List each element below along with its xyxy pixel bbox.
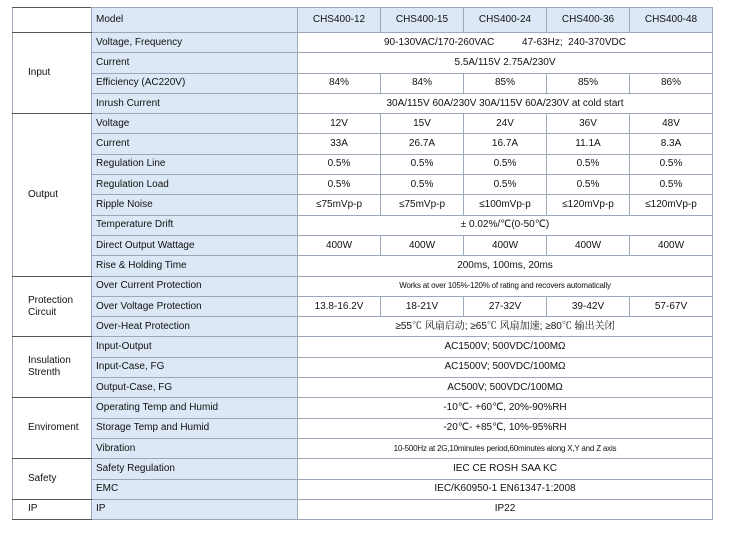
- param-value: ≤75mVp-p: [381, 195, 464, 215]
- table-row: [13, 296, 713, 316]
- category-ip: IP: [13, 499, 92, 519]
- param-value: 36V: [547, 114, 630, 134]
- param-value: IEC/K60950-1 EN61347-1:2008: [298, 479, 713, 499]
- param-value: AC1500V; 500VDC/100MΩ: [298, 337, 713, 357]
- param-value: 8.3A: [630, 134, 713, 154]
- param-value: 24V: [464, 114, 547, 134]
- param-label: Ripple Noise: [92, 195, 298, 215]
- param-label: Storage Temp and Humid: [92, 418, 298, 438]
- param-label: Current: [92, 134, 298, 154]
- param-value: 200ms, 100ms, 20ms: [298, 256, 713, 276]
- param-value: 18-21V: [381, 296, 464, 316]
- param-value: ≤100mVp-p: [464, 195, 547, 215]
- table-row: [13, 317, 713, 337]
- param-value: -20℃- +85℃, 10%-95%RH: [298, 418, 713, 438]
- param-value: ≤75mVp-p: [298, 195, 381, 215]
- table-row: [13, 398, 713, 418]
- model-header: CHS400-36: [547, 8, 630, 33]
- param-label: Over Voltage Protection: [92, 296, 298, 316]
- table-row: [13, 175, 713, 195]
- table-row: [13, 134, 713, 154]
- model-header: CHS400-24: [464, 8, 547, 33]
- param-label: Direct Output Wattage: [92, 235, 298, 255]
- model-header: CHS400-15: [381, 8, 464, 33]
- param-label: Regulation Load: [92, 175, 298, 195]
- param-value: 39-42V: [547, 296, 630, 316]
- param-value: 0.5%: [381, 154, 464, 174]
- param-value: 0.5%: [464, 175, 547, 195]
- param-value: 0.5%: [630, 154, 713, 174]
- param-label: Voltage: [92, 114, 298, 134]
- param-value: 57-67V: [630, 296, 713, 316]
- table-row: [13, 154, 713, 174]
- param-value: 27-32V: [464, 296, 547, 316]
- param-value: 0.5%: [298, 175, 381, 195]
- model-header: CHS400-12: [298, 8, 381, 33]
- param-value: AC500V; 500VDC/100MΩ: [298, 378, 713, 398]
- param-value: 15V: [381, 114, 464, 134]
- param-value: ≥55℃ 风扇启动; ≥65℃ 风扇加速; ≥80℃ 输出关闭: [298, 317, 713, 337]
- header-row: [13, 8, 713, 33]
- param-value: ± 0.02%/℃(0-50℃): [298, 215, 713, 235]
- param-label: Temperature Drift: [92, 215, 298, 235]
- param-label: Rise & Holding Time: [92, 256, 298, 276]
- table-row: [13, 438, 713, 458]
- table-row: [13, 499, 713, 519]
- param-value: IEC CE ROSH SAA KC: [298, 459, 713, 479]
- table-row: [13, 215, 713, 235]
- param-value: 10-500Hz at 2G,10minutes period,60minutes along X,Y and Z axis: [298, 438, 713, 458]
- param-value: ≤120mVp-p: [547, 195, 630, 215]
- param-value: 5.5A/115V 2.75A/230V: [298, 53, 713, 73]
- param-label: Vibration: [92, 438, 298, 458]
- category-protection: Protection Circuit: [13, 276, 92, 337]
- param-value: 11.1A: [547, 134, 630, 154]
- param-value: 86%: [630, 73, 713, 93]
- param-label: Input-Case, FG: [92, 357, 298, 377]
- param-value: 0.5%: [381, 175, 464, 195]
- param-value: AC1500V; 500VDC/100MΩ: [298, 357, 713, 377]
- param-value: 12V: [298, 114, 381, 134]
- param-label: Over-Heat Protection: [92, 317, 298, 337]
- param-label: IP: [92, 499, 298, 519]
- param-value: 0.5%: [630, 175, 713, 195]
- table-row: [13, 195, 713, 215]
- category-safety: Safety: [13, 459, 92, 500]
- table-row: [13, 53, 713, 73]
- param-value: 26.7A: [381, 134, 464, 154]
- param-value: ≤120mVp-p: [630, 195, 713, 215]
- param-label: Voltage, Frequency: [92, 33, 298, 53]
- param-label: Regulation Line: [92, 154, 298, 174]
- category-output: Output: [13, 114, 92, 276]
- header-blank-cell: [13, 8, 92, 33]
- param-label: Over Current Protection: [92, 276, 298, 296]
- param-label: EMC: [92, 479, 298, 499]
- param-value: 30A/115V 60A/230V 30A/115V 60A/230V at cold start: [298, 93, 713, 113]
- param-label: Current: [92, 53, 298, 73]
- param-label: Input-Output: [92, 337, 298, 357]
- param-value: Works at over 105%-120% of rating and recovers automatically: [298, 276, 713, 296]
- param-label: Safety Regulation: [92, 459, 298, 479]
- table-row: [13, 73, 713, 93]
- table-row: [13, 479, 713, 499]
- param-value: 400W: [381, 235, 464, 255]
- param-value: 85%: [464, 73, 547, 93]
- param-label: Efficiency (AC220V): [92, 73, 298, 93]
- table-row: [13, 33, 713, 53]
- param-value: -10℃- +60℃, 20%-90%RH: [298, 398, 713, 418]
- table-row: [13, 378, 713, 398]
- table-row: [13, 256, 713, 276]
- model-label: Model: [92, 8, 298, 33]
- model-header: CHS400-48: [630, 8, 713, 33]
- param-value: 84%: [298, 73, 381, 93]
- param-value: 90-130VAC/170-260VAC 47-63Hz; 240-370VDC: [298, 33, 713, 53]
- param-value: 400W: [298, 235, 381, 255]
- table-row: [13, 93, 713, 113]
- param-value: 0.5%: [464, 154, 547, 174]
- category-input: Input: [13, 33, 92, 114]
- param-label: Output-Case, FG: [92, 378, 298, 398]
- table-row: [13, 276, 713, 296]
- spec-table: [12, 7, 713, 520]
- param-value: 400W: [464, 235, 547, 255]
- param-value: 400W: [630, 235, 713, 255]
- param-value: 16.7A: [464, 134, 547, 154]
- table-row: [13, 418, 713, 438]
- table-row: [13, 235, 713, 255]
- table-row: [13, 357, 713, 377]
- table-row: [13, 114, 713, 134]
- param-label: Operating Temp and Humid: [92, 398, 298, 418]
- param-value: 33A: [298, 134, 381, 154]
- table-row: [13, 459, 713, 479]
- param-value: 85%: [547, 73, 630, 93]
- category-insulation: Insulation Strenth: [13, 337, 92, 398]
- param-value: 0.5%: [547, 154, 630, 174]
- table-row: [13, 337, 713, 357]
- param-label: Inrush Current: [92, 93, 298, 113]
- param-value: IP22: [298, 499, 713, 519]
- param-value: 48V: [630, 114, 713, 134]
- param-value: 0.5%: [547, 175, 630, 195]
- param-value: 0.5%: [298, 154, 381, 174]
- category-environment: Enviroment: [13, 398, 92, 459]
- param-value: 400W: [547, 235, 630, 255]
- param-value: 13.8-16.2V: [298, 296, 381, 316]
- param-value: 84%: [381, 73, 464, 93]
